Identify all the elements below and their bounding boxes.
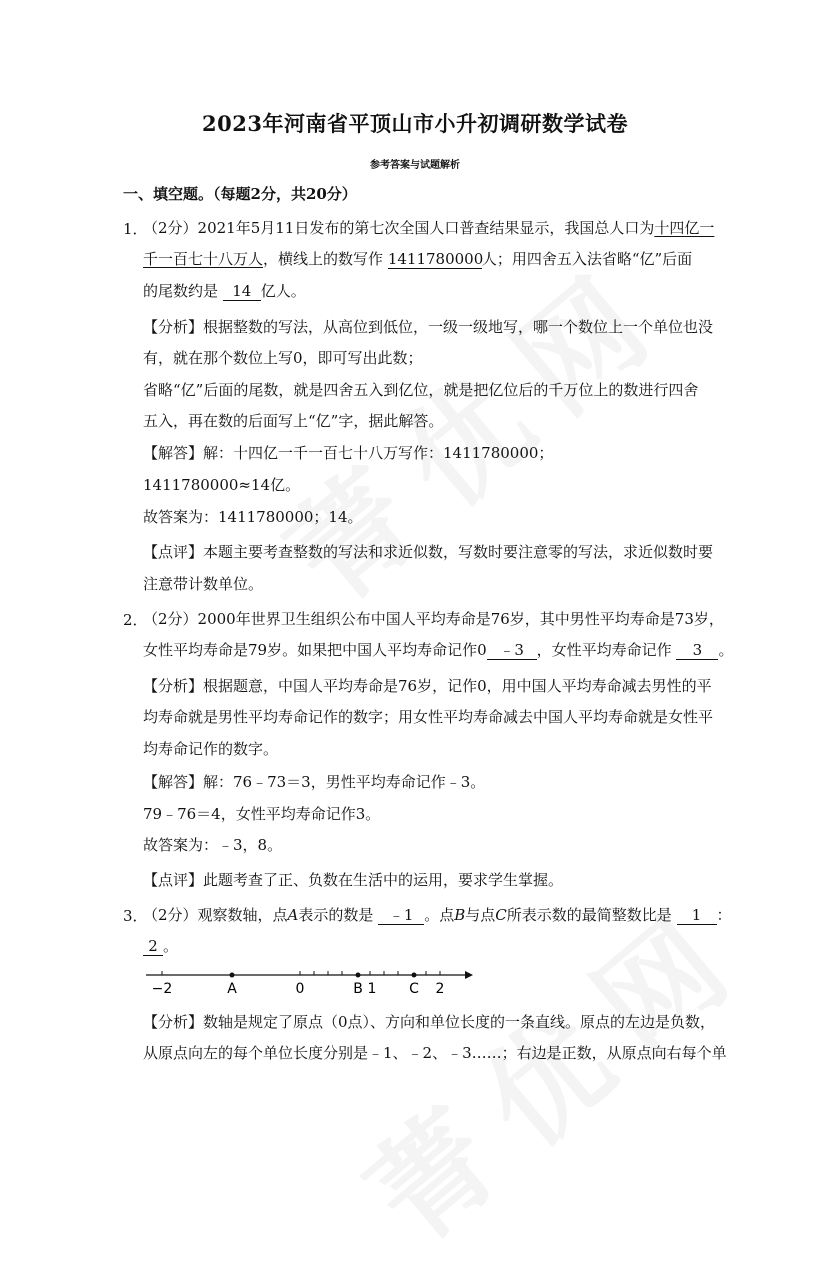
solution-text: 故答案为：1411780000；14。: [143, 508, 363, 526]
comment-text: 注意带计数单位。: [143, 575, 264, 593]
analysis-text: 【分析】数轴是规定了原点（0点）、方向和单位长度的一条直线。原点的左边是负数，: [143, 1013, 716, 1031]
analysis-text: 【分析】根据题意，中国人平均寿命是76岁，记作0，用中国人平均寿命减去男性的平: [143, 677, 712, 695]
answer-blank: 1411780000: [387, 250, 484, 268]
analysis-text: 从原点向左的每个单位长度分别是﹣1、﹣2、﹣3……；右边是正数，从原点向右每个单: [143, 1044, 727, 1062]
question-text: 女性平均寿命是79岁。如果把中国人平均寿命记作0 ﹣3 ，女性平均寿命记作 3 。: [143, 641, 734, 659]
axis-label: −2: [151, 981, 173, 996]
point-a-dot: [230, 973, 235, 978]
question-text: 的尾数约是 14 亿人。: [143, 282, 306, 300]
solution-text: 【解答】解：十四亿一千一百七十八万写作：1411780000；: [143, 444, 554, 462]
question-number: 3．: [123, 907, 148, 925]
axis-label: 2: [435, 981, 445, 996]
answer-blank: ﹣3: [487, 641, 537, 660]
question-text: 千一百七十八万人，横线上的数写作 1411780000人；用四舍五入法省略“亿”后面: [143, 250, 693, 268]
axis-label: B: [353, 981, 363, 996]
answer-blank: ﹣1: [378, 906, 424, 925]
question-text: （2分）2021年5月11日发布的第七次全国人口普查结果显示，我国总人口为十四亿一: [143, 219, 715, 237]
analysis-text: 有，就在那个数位上写0，即可写出此数；: [143, 349, 423, 367]
question-number: 1．: [123, 220, 148, 238]
analysis-text: 均寿命记作的数字。: [143, 740, 279, 758]
point-c-dot: [412, 973, 417, 978]
question-text: 2 。: [143, 936, 178, 956]
axis-label: 0: [295, 981, 305, 996]
number-line-figure: [140, 960, 480, 996]
arrow-icon: [465, 971, 473, 979]
page-title: 2023年河南省平顶山市小升初调研数学试卷: [202, 111, 628, 136]
comment-text: 【点评】本题主要考查整数的写法和求近似数，写数时要注意零的写法，求近似数时要: [143, 543, 714, 561]
solution-text: 1411780000≈14亿。: [143, 476, 301, 494]
point-b-dot: [356, 973, 361, 978]
page-subtitle: 参考答案与试题解析: [370, 160, 460, 171]
answer-blank: 3: [676, 641, 718, 660]
axis-label: 1: [367, 981, 377, 996]
solution-text: 79﹣76＝4，女性平均寿命记作3。: [143, 805, 381, 823]
answer-blank: 1: [677, 906, 717, 925]
question-text: （2分）观察数轴，点A表示的数是 ﹣1 。点B与点C所表示数的最简整数比是 1 ：: [143, 906, 732, 924]
solution-text: 【解答】解：76﹣73＝3，男性平均寿命记作﹣3。: [143, 773, 486, 791]
analysis-text: 省略“亿”后面的尾数，就是四舍五入到亿位，就是把亿位后的千万位上的数进行四舍: [143, 381, 699, 399]
analysis-text: 均寿命就是男性平均寿命记作的数字；用女性平均寿命减去中国人平均寿命就是女性平: [143, 708, 714, 726]
section-heading: 一、填空题。（每题2分，共20分）: [123, 185, 357, 203]
analysis-text: 【分析】根据整数的写法，从高位到低位，一级一级地写，哪一个数位上一个单位也没: [143, 318, 714, 336]
answer-blank: 2: [143, 937, 163, 956]
question-number: 2．: [123, 611, 148, 629]
answer-blank: 14: [223, 282, 261, 301]
question-text: （2分）2000年世界卫生组织公布中国人平均寿命是76岁，其中男性平均寿命是73岁，: [143, 610, 724, 628]
axis-label: A: [227, 981, 237, 996]
solution-text: 故答案为：﹣3，8。: [143, 836, 283, 854]
comment-text: 【点评】此题考查了正、负数在生活中的运用，要求学生掌握。: [143, 871, 564, 889]
axis-label: C: [409, 981, 419, 996]
analysis-text: 五入，再在数的后面写上“亿”字，据此解答。: [143, 412, 444, 430]
